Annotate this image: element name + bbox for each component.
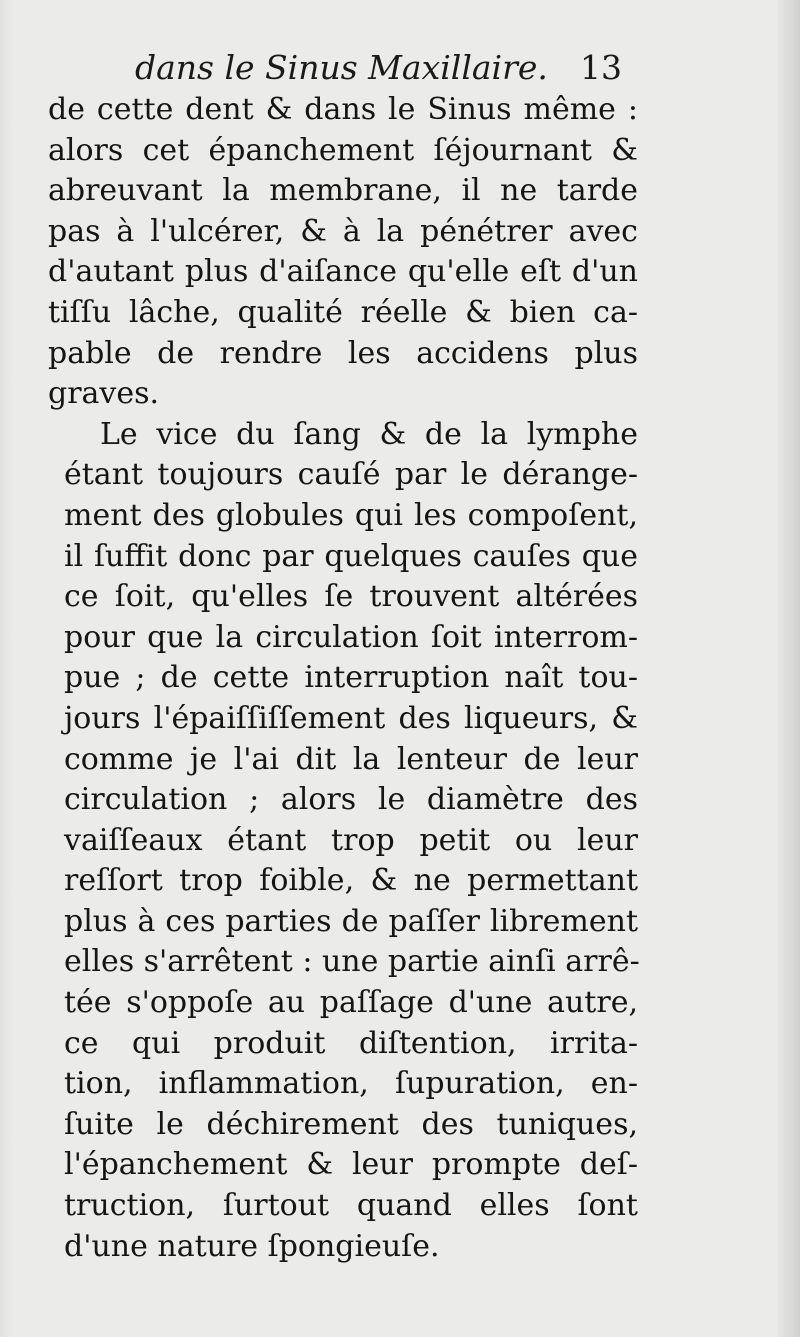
text-line: tée s'oppoſe au paſſage d'une autre,: [64, 985, 638, 1021]
text-line: d'autant plus d'aiſance qu'elle eſt d'un: [48, 254, 638, 290]
text-line: ſuite le déchirement des tuniques,: [64, 1106, 638, 1142]
text-line: comme je l'ai dit la lenteur de leur: [64, 741, 638, 777]
text-line: circulation ; alors le diamètre des: [64, 782, 638, 818]
text-line: abreuvant la membrane, il ne tarde: [48, 173, 638, 209]
body-text: [48, 90, 638, 1267]
page-right-edge: [778, 0, 800, 1337]
text-line: ce ſoit, qu'elles ſe trouvent altérées: [64, 579, 638, 615]
text-line: pable de rendre les accidens plus: [48, 335, 638, 371]
text-line: graves.: [48, 376, 160, 412]
text-line: elles s'arrêtent : une partie ainſi arrê-: [64, 944, 640, 980]
text-line: vaiſſeaux étant trop petit ou leur: [64, 822, 638, 858]
text-line: Le vice du ſang & de la lymphe: [100, 416, 638, 452]
text-line: d'une nature ſpongieuſe.: [64, 1228, 440, 1264]
text-line: tiſſu lâche, qualité réelle & bien ca-: [48, 294, 638, 330]
text-line: de cette dent & dans le Sinus même :: [48, 92, 638, 127]
text-line: plus à ces parties de paſſer librement: [64, 903, 638, 939]
text-line: ce qui produit diſtention, irrita-: [64, 1025, 638, 1061]
text-line: jours l'épaiſſiſſement des liqueurs, &: [64, 700, 638, 736]
text-line: il ſuffit donc par quelques cauſes que: [64, 538, 638, 574]
text-line: tion, inflammation, ſupuration, en-: [64, 1066, 638, 1102]
text-line: pas à l'ulcérer, & à la pénétrer avec: [48, 213, 638, 249]
text-line: ment des globules qui les compoſent,: [64, 497, 638, 533]
text-line: l'épanchement & leur prompte deſ-: [64, 1147, 638, 1183]
running-title: dans le Sinus Maxillaire.: [135, 48, 548, 87]
page-left-edge: [0, 0, 14, 1337]
text-line: reſſort trop foible, & ne permettant: [64, 863, 638, 899]
page-number: 13: [580, 48, 622, 87]
text-line: pue ; de cette interruption naît tou-: [64, 660, 638, 696]
text-line: alors cet épanchement ſéjournant &: [48, 132, 638, 168]
text-line: truction, ſurtout quand elles ſont: [64, 1188, 638, 1224]
text-line: pour que la circulation ſoit interrom-: [64, 619, 638, 655]
text-line: étant toujours cauſé par le dérange-: [64, 457, 638, 493]
